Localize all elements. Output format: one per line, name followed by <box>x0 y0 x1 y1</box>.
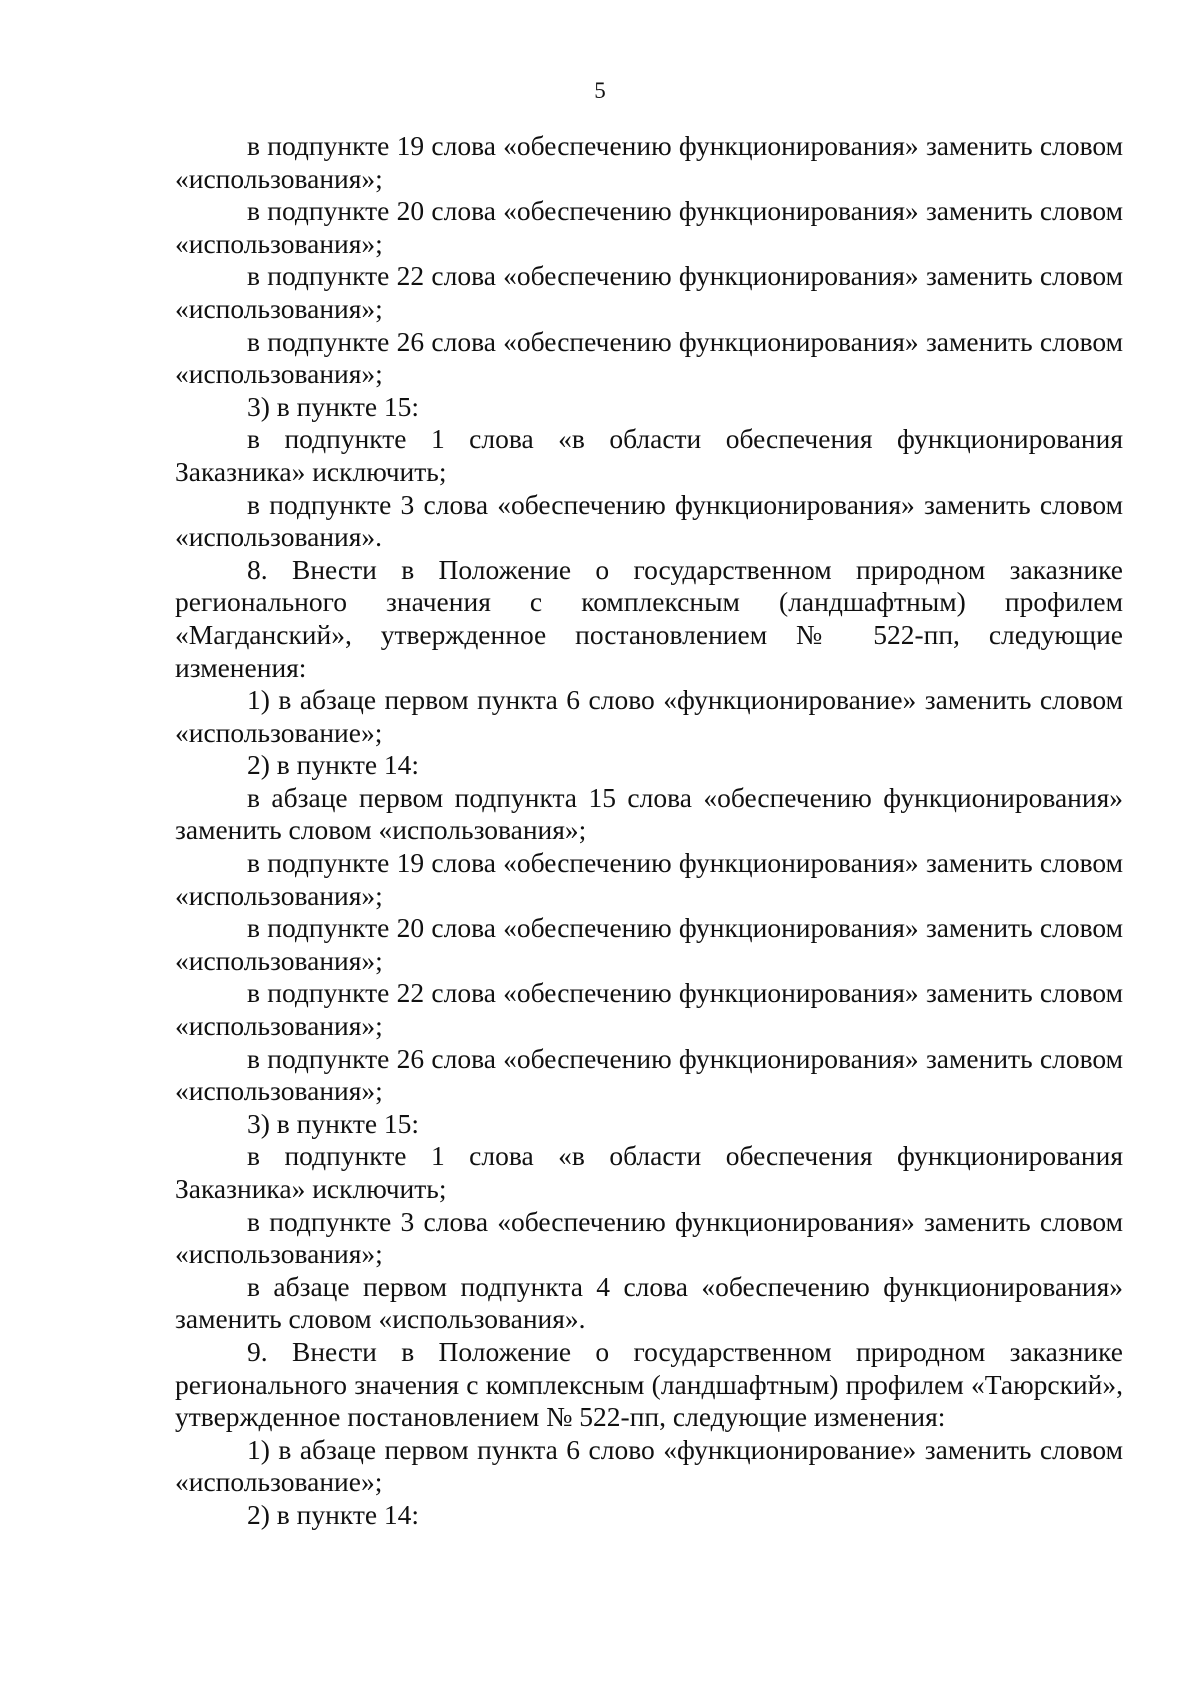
paragraph: в подпункте 19 слова «обеспечению функционирования» заменить словом «использования»; <box>175 130 1123 194</box>
paragraph: в подпункте 1 слова «в области обеспечения функционирования Заказника» исключить; <box>175 423 1123 487</box>
paragraph: 1) в абзаце первом пункта 6 слово «функционирование» заменить словом «использование»; <box>175 1433 1123 1498</box>
paragraph: 1) в абзаце первом пункта 6 слово «функционирование» заменить словом «использование»; <box>175 684 1123 748</box>
paragraph: в абзаце первом подпункта 4 слова «обеспечению функционирования» заменить словом «использования». <box>175 1270 1123 1335</box>
paragraph: в подпункте 3 слова «обеспечению функционирования» заменить словом «использования». <box>175 488 1123 553</box>
paragraph: 3) в пункте 15: <box>247 1107 420 1139</box>
paragraph: в абзаце первом подпункта 15 слова «обеспечению функционирования» заменить словом «использования»; <box>175 781 1123 846</box>
paragraph: 2) в пункте 14: <box>247 1498 420 1530</box>
paragraph: в подпункте 19 слова «обеспечению функционирования» заменить словом «использования»; <box>175 847 1123 911</box>
paragraph: в подпункте 26 слова «обеспечению функционирования» заменить словом «использования»; <box>175 1042 1123 1107</box>
paragraph: 2) в пункте 14: <box>247 749 420 781</box>
paragraph: в подпункте 22 слова «обеспечению функционирования» заменить словом «использования»; <box>175 260 1123 324</box>
document-body <box>175 130 1123 1532</box>
paragraph: в подпункте 20 слова «обеспечению функционирования» заменить словом «использования»; <box>175 195 1123 259</box>
paragraph: в подпункте 1 слова «в области обеспечения функционирования Заказника» исключить; <box>175 1140 1123 1204</box>
paragraph: в подпункте 20 слова «обеспечению функционирования» заменить словом «использования»; <box>175 912 1123 976</box>
paragraph: в подпункте 26 слова «обеспечению функционирования» заменить словом «использования»; <box>175 325 1123 390</box>
paragraph: 8. Внести в Положение о государственном природном заказнике регионального значения с комплексным (ландшафтным) профилем «Магданский», утвержденное постановлением № 522-пп, следующие изменения: <box>175 553 1123 683</box>
paragraph: 9. Внести в Положение о государственном природном заказнике регионального значения с комплексным (ландшафтным) профилем «Таюрский», утвержденное постановлением № 522-пп, следующие изменения: <box>175 1335 1123 1433</box>
page-number: 5 <box>594 78 606 103</box>
paragraph: в подпункте 3 слова «обеспечению функционирования» заменить словом «использования»; <box>175 1205 1123 1270</box>
paragraph: в подпункте 22 слова «обеспечению функционирования» заменить словом «использования»; <box>175 977 1123 1042</box>
paragraph: 3) в пункте 15: <box>247 390 420 422</box>
